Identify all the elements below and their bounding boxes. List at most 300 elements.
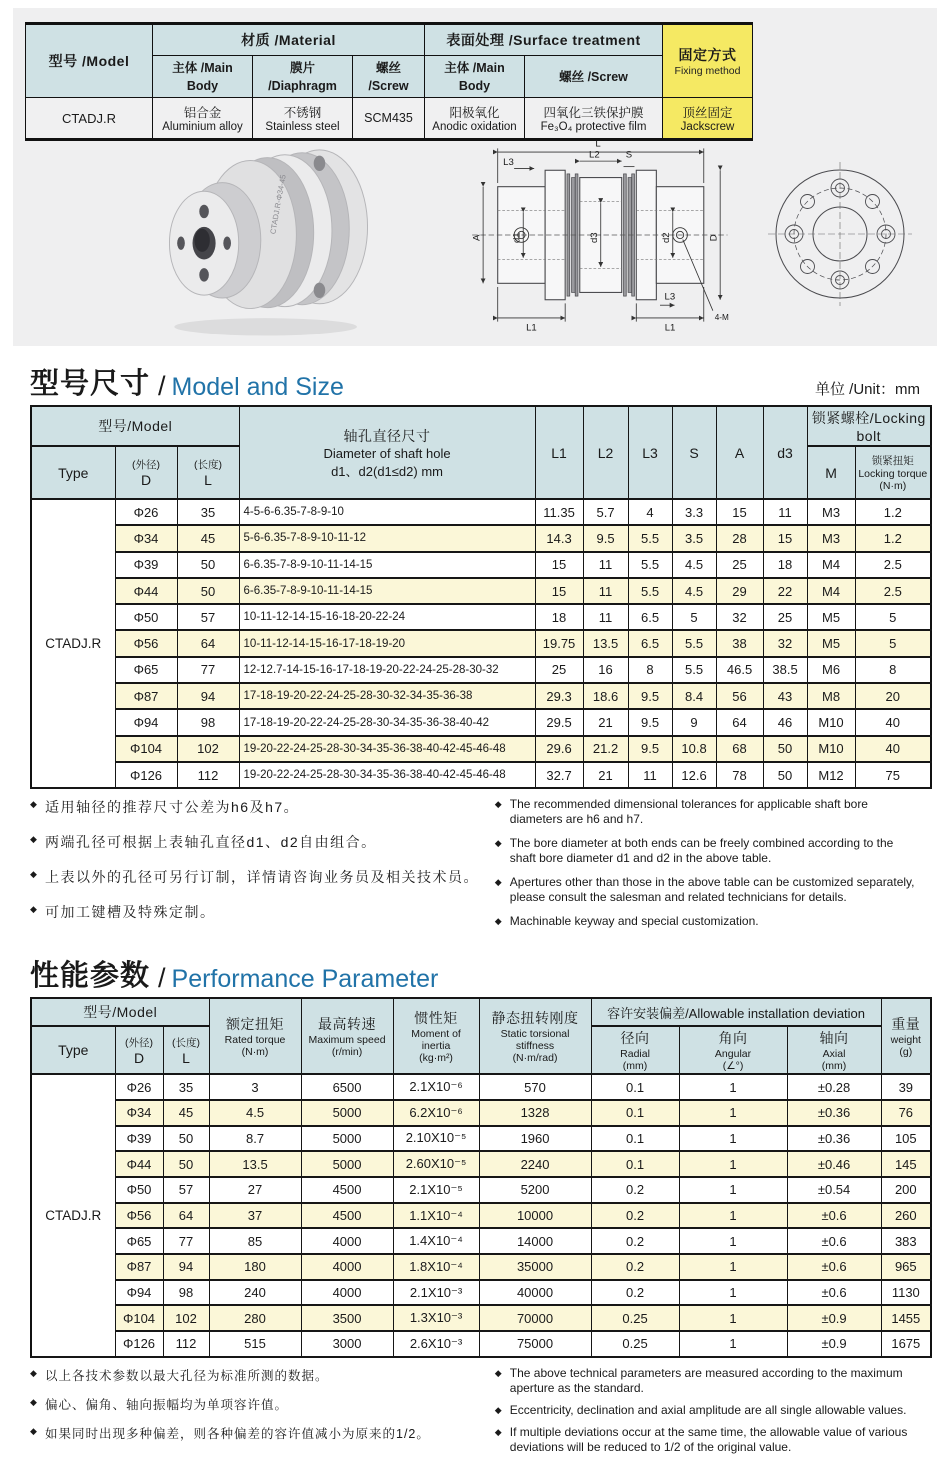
t1-header-S: S	[672, 406, 716, 499]
cell: M4	[807, 552, 855, 578]
cell: 5000	[301, 1126, 393, 1152]
svg-text:L3: L3	[664, 291, 676, 303]
cell: 5	[855, 604, 931, 630]
note-item: ◆ The recommended dimensional tolerances for applicable shaft bore diameters are h6 and h7.	[495, 797, 920, 827]
cell: 4000	[301, 1228, 393, 1254]
cell: 2.60X10⁻⁵	[393, 1151, 479, 1177]
cell: 50	[163, 1126, 209, 1152]
cell: Φ44	[115, 578, 177, 604]
svg-text:L1: L1	[664, 322, 676, 334]
svg-text:L3: L3	[503, 156, 514, 168]
cell: 1	[679, 1177, 787, 1203]
svg-text:4-M: 4-M	[714, 312, 729, 322]
table-row	[31, 604, 931, 630]
cell: 29.6	[535, 736, 583, 762]
cell: 10000	[479, 1203, 591, 1229]
cell: 6.5	[628, 604, 672, 630]
cell: Φ56	[115, 1203, 163, 1229]
table-row	[31, 1331, 931, 1357]
cell: 94	[177, 683, 239, 709]
model-size-notes	[30, 797, 920, 938]
cell: 0.2	[591, 1177, 679, 1203]
cell: ±0.46	[787, 1151, 881, 1177]
cell: 260	[881, 1203, 931, 1229]
cell: 1	[679, 1228, 787, 1254]
cell: 27	[209, 1177, 301, 1203]
cell: Φ34	[115, 1100, 163, 1126]
cell: 22	[763, 578, 807, 604]
svg-text:S: S	[625, 149, 633, 161]
cell: Φ87	[115, 1254, 163, 1280]
cell: 10-11-12-14-15-16-18-20-22-24	[239, 604, 535, 630]
t1-header-length: (长度) L	[177, 446, 239, 499]
cell: 112	[163, 1331, 209, 1357]
cell: ±0.6	[787, 1280, 881, 1306]
cell: 50	[163, 1151, 209, 1177]
spec-model-value: CTADJ.R	[26, 98, 153, 140]
cell: 9.5	[583, 525, 628, 551]
cell: 12-12.7-14-15-16-17-18-19-20-22-24-25-28-30-32	[239, 657, 535, 683]
cell: 5.5	[628, 552, 672, 578]
t2-header-deviation-group: 容许安装偏差/Allowable installation deviation	[591, 998, 881, 1026]
svg-text:d2: d2	[661, 232, 673, 244]
table-row	[31, 578, 931, 604]
cell: 15	[763, 525, 807, 551]
cell: 46	[763, 709, 807, 735]
cell: 40	[855, 709, 931, 735]
t2-header-angular: 角向 Angular (∠°)	[679, 1026, 787, 1074]
cell: 68	[716, 736, 763, 762]
spec-header-fixing: 固定方式 Fixing method	[663, 24, 753, 98]
section-performance-heading	[30, 950, 920, 994]
cell: 14.3	[535, 525, 583, 551]
t1-header-bore: 轴孔直径尺寸 Diameter of shaft hole d1、d2(d1≤d2) mm	[239, 406, 535, 499]
t1-header-locking-torque: 锁紧扭矩 Locking torque (N·m)	[855, 446, 931, 499]
front-view-drawing	[765, 154, 915, 314]
spec-fixing-method: 顶丝固定 Jackscrew	[663, 98, 753, 140]
cell: 0.1	[591, 1100, 679, 1126]
cell: 21	[583, 762, 628, 788]
cell: 4.5	[672, 552, 716, 578]
cell: 32	[763, 630, 807, 656]
spec-header-surface: 表面处理 /Surface treatment	[425, 24, 663, 56]
cell: Φ94	[115, 1280, 163, 1306]
cell: 8	[855, 657, 931, 683]
cell: 1	[679, 1100, 787, 1126]
table-row	[31, 1151, 931, 1177]
section-model-size-heading	[30, 358, 920, 402]
cell: Φ87	[115, 683, 177, 709]
section2-title-zh: 性能参数	[30, 960, 151, 993]
spec-diaphragm-material: 不锈钢 Stainless steel	[253, 98, 353, 140]
spec-header-screw: 螺丝 /Screw	[353, 56, 425, 98]
note-item: ◆ 适用轴径的推荐尺寸公差为h6及h7。	[30, 797, 495, 817]
cell: 2.1X10⁻⁵	[393, 1177, 479, 1203]
cell: 240	[209, 1280, 301, 1306]
cell: 11	[628, 762, 672, 788]
cell: 1.2	[855, 525, 931, 551]
cell: 39	[881, 1074, 931, 1100]
cell: 3500	[301, 1305, 393, 1331]
note-item: ◆ 如果同时出现多种偏差，则各种偏差的容许值减小为原来的1/2。	[30, 1424, 495, 1442]
cell: 0.2	[591, 1203, 679, 1229]
row-group-type-label: CTADJ.R	[31, 499, 115, 788]
cell: 112	[177, 762, 239, 788]
performance-notes	[30, 1366, 920, 1462]
cell: M5	[807, 604, 855, 630]
t2-header-type: Type	[31, 1026, 115, 1074]
svg-text:d1: d1	[511, 232, 523, 244]
cell: M6	[807, 657, 855, 683]
unit-label: 单位 /Unit：mm	[814, 381, 920, 398]
note-item: ◆ Apertures other than those in the above table can be customized separately, please consult the salesman and related technicians for details.	[495, 875, 920, 905]
svg-text:L2: L2	[589, 149, 600, 161]
table-row	[31, 1280, 931, 1306]
cell: 0.1	[591, 1126, 679, 1152]
cell: 1	[679, 1254, 787, 1280]
cell: 19-20-22-24-25-28-30-34-35-36-38-40-42-45-46-48	[239, 736, 535, 762]
cell: ±0.36	[787, 1100, 881, 1126]
cell: 0.25	[591, 1305, 679, 1331]
cell: 6500	[301, 1074, 393, 1100]
cell: 2.6X10⁻³	[393, 1331, 479, 1357]
cell: 16	[583, 657, 628, 683]
cell: 2.1X10⁻⁶	[393, 1074, 479, 1100]
t2-header-radial: 径向 Radial (mm)	[591, 1026, 679, 1074]
cell: Φ104	[115, 736, 177, 762]
cell: 102	[177, 736, 239, 762]
cell: 40	[855, 736, 931, 762]
cell: M10	[807, 709, 855, 735]
table-row	[31, 1100, 931, 1126]
cell: 102	[163, 1305, 209, 1331]
cell: Φ39	[115, 552, 177, 578]
t2-header-outer-diameter: (外径) D	[115, 1026, 163, 1074]
cell: 0.2	[591, 1228, 679, 1254]
table-row	[31, 1177, 931, 1203]
cell: 4.5	[209, 1100, 301, 1126]
t1-header-d3: d3	[763, 406, 807, 499]
cell: 11.35	[535, 499, 583, 525]
cell: 1	[679, 1203, 787, 1229]
t2-header-weight: 重量 weight (g)	[881, 998, 931, 1074]
cell: M12	[807, 762, 855, 788]
cell: 280	[209, 1305, 301, 1331]
notes2-zh-list	[30, 1366, 495, 1462]
cell: 98	[163, 1280, 209, 1306]
cell: 3000	[301, 1331, 393, 1357]
cell: 20	[855, 683, 931, 709]
cell: 0.1	[591, 1074, 679, 1100]
table-row	[31, 499, 931, 525]
cell: 1	[679, 1074, 787, 1100]
table-row	[31, 683, 931, 709]
cell: 6-6.35-7-8-9-10-11-14-15	[239, 578, 535, 604]
cell: 0.2	[591, 1254, 679, 1280]
cell: Φ26	[115, 499, 177, 525]
cell: ±0.9	[787, 1331, 881, 1357]
cell: 4500	[301, 1203, 393, 1229]
t2-header-axial: 轴向 Axial (mm)	[787, 1026, 881, 1074]
note-item: ◆ If multiple deviations occur at the same time, the allowable value of various deviations will be reduced to 1/2 of the original value.	[495, 1425, 920, 1455]
cell: ±0.6	[787, 1254, 881, 1280]
cell: 5.7	[583, 499, 628, 525]
t1-header-L1: L1	[535, 406, 583, 499]
cell: 1	[679, 1126, 787, 1152]
cell: 9.5	[628, 736, 672, 762]
t2-header-inertia: 惯性矩 Moment of inertia (kg·m²)	[393, 998, 479, 1074]
cell: 105	[881, 1126, 931, 1152]
t1-header-locking-bolt-group: 锁紧螺栓/Locking bolt	[807, 406, 931, 446]
cell: M3	[807, 525, 855, 551]
cell: 5	[855, 630, 931, 656]
cell: 1	[679, 1331, 787, 1357]
cell: 94	[163, 1254, 209, 1280]
section2-title-en: Performance Parameter	[171, 965, 439, 994]
t1-header-model-group: 型号/Model	[31, 406, 239, 446]
cell: 4500	[301, 1177, 393, 1203]
cell: 19-20-22-24-25-28-30-34-35-36-38-40-42-45-46-48	[239, 762, 535, 788]
t1-header-type: Type	[31, 446, 115, 499]
cell: 32	[716, 604, 763, 630]
cell: 29	[716, 578, 763, 604]
spec-surface-screw: 四氧化三铁保护膜 Fe₃O₄ protective film	[525, 98, 663, 140]
cell: 180	[209, 1254, 301, 1280]
cell: 25	[763, 604, 807, 630]
cell: 57	[163, 1177, 209, 1203]
cell: 77	[163, 1228, 209, 1254]
cell: 3	[209, 1074, 301, 1100]
cell: Φ56	[115, 630, 177, 656]
table-row	[31, 525, 931, 551]
table-row	[31, 709, 931, 735]
cell: 965	[881, 1254, 931, 1280]
cell: Φ126	[115, 1331, 163, 1357]
cell: Φ26	[115, 1074, 163, 1100]
cell: 10-11-12-14-15-16-17-18-19-20	[239, 630, 535, 656]
cell: 64	[177, 630, 239, 656]
cell: 5000	[301, 1100, 393, 1126]
note-item: ◆ Machinable keyway and special customization.	[495, 914, 920, 929]
cell: 8.4	[672, 683, 716, 709]
cell: 50	[177, 552, 239, 578]
t1-header-L2: L2	[583, 406, 628, 499]
cell: 383	[881, 1228, 931, 1254]
cell: 6.5	[628, 630, 672, 656]
cell: 9.5	[628, 683, 672, 709]
note-item: ◆ Eccentricity, declination and axial amplitude are all single allowable values.	[495, 1403, 920, 1418]
cell: 43	[763, 683, 807, 709]
cell: 50	[177, 578, 239, 604]
cell: Φ126	[115, 762, 177, 788]
cell: 17-18-19-20-22-24-25-28-30-32-34-35-36-38	[239, 683, 535, 709]
note-item: ◆ 以上各技术参数以最大孔径为标准所测的数据。	[30, 1366, 495, 1384]
cell: M8	[807, 683, 855, 709]
cell: 2.10X10⁻⁵	[393, 1126, 479, 1152]
cell: Φ65	[115, 1228, 163, 1254]
cell: 50	[763, 762, 807, 788]
cell: 8.7	[209, 1126, 301, 1152]
cell: 5-6-6.35-7-8-9-10-11-12	[239, 525, 535, 551]
row-group-type-label: CTADJ.R	[31, 1074, 115, 1357]
cell: 4.5	[672, 578, 716, 604]
cell: 46.5	[716, 657, 763, 683]
note-item: ◆ 偏心、偏角、轴向振幅均为单项容许值。	[30, 1395, 495, 1413]
cell: 14000	[479, 1228, 591, 1254]
cell: 25	[535, 657, 583, 683]
table-row	[31, 762, 931, 788]
section1-title-en: Model and Size	[171, 373, 344, 401]
cell: 15	[535, 552, 583, 578]
cell: 45	[177, 525, 239, 551]
cell: 3.5	[672, 525, 716, 551]
cell: 5.5	[628, 578, 672, 604]
cell: 11	[763, 499, 807, 525]
cell: Φ34	[115, 525, 177, 551]
cell: 35	[163, 1074, 209, 1100]
spec-header-surface-screw: 螺丝 /Screw	[525, 56, 663, 98]
cell: ±0.54	[787, 1177, 881, 1203]
cell: 12.6	[672, 762, 716, 788]
cell: 4	[628, 499, 672, 525]
cell: 6.2X10⁻⁶	[393, 1100, 479, 1126]
cell: M5	[807, 630, 855, 656]
cell: 4-5-6-6.35-7-8-9-10	[239, 499, 535, 525]
product-images	[13, 126, 937, 344]
t2-header-rated-torque: 额定扭矩 Rated torque (N·m)	[209, 998, 301, 1074]
cell: 45	[163, 1100, 209, 1126]
cell: 5.5	[672, 657, 716, 683]
note-item: ◆ The above technical parameters are measured according to the maximum aperture as the standard.	[495, 1366, 920, 1396]
cell: 25	[716, 552, 763, 578]
cell: 1.2	[855, 499, 931, 525]
svg-text:d3: d3	[589, 232, 601, 244]
cell: 2.1X10⁻³	[393, 1280, 479, 1306]
cell: M4	[807, 578, 855, 604]
cell: 570	[479, 1074, 591, 1100]
cell: 1455	[881, 1305, 931, 1331]
spec-screw-material: SCM435	[353, 98, 425, 140]
spec-header-main-body: 主体 /Main Body	[153, 56, 253, 98]
cell: 1960	[479, 1126, 591, 1152]
t1-header-A: A	[716, 406, 763, 499]
table-row	[31, 1126, 931, 1152]
cell: 29.3	[535, 683, 583, 709]
spec-header-diaphragm: 膜片 /Diaphragm	[253, 56, 353, 98]
cell: 5200	[479, 1177, 591, 1203]
cell: 40000	[479, 1280, 591, 1306]
t2-header-max-speed: 最高转速 Maximum speed (r/min)	[301, 998, 393, 1074]
cell: 35000	[479, 1254, 591, 1280]
cell: 1130	[881, 1280, 931, 1306]
cell: 50	[763, 736, 807, 762]
photo-model-label: CTADJ.R-Φ34-45	[268, 173, 288, 235]
cell: 5000	[301, 1151, 393, 1177]
cell: 2.5	[855, 578, 931, 604]
spec-header-material: 材质 /Material	[153, 24, 425, 56]
cell: ±0.36	[787, 1126, 881, 1152]
cell: 38.5	[763, 657, 807, 683]
spec-header-surface-main-body: 主体 /Main Body	[425, 56, 525, 98]
cell: 21.2	[583, 736, 628, 762]
cell: 37	[209, 1203, 301, 1229]
cell: 29.5	[535, 709, 583, 735]
cell: 11	[583, 604, 628, 630]
cell: 18.6	[583, 683, 628, 709]
cell: 1.4X10⁻⁴	[393, 1228, 479, 1254]
cell: 0.2	[591, 1280, 679, 1306]
cell: 64	[716, 709, 763, 735]
t2-header-length: (长度) L	[163, 1026, 209, 1074]
cell: 1675	[881, 1331, 931, 1357]
notes-en-list	[495, 797, 920, 938]
cell: 35	[177, 499, 239, 525]
cell: 2240	[479, 1151, 591, 1177]
cell: 1328	[479, 1100, 591, 1126]
cell: 98	[177, 709, 239, 735]
table-row	[31, 1228, 931, 1254]
cell: 78	[716, 762, 763, 788]
cell: 9	[672, 709, 716, 735]
cell: Φ50	[115, 1177, 163, 1203]
cell: 0.25	[591, 1331, 679, 1357]
svg-text:L: L	[595, 138, 601, 150]
cell: 515	[209, 1331, 301, 1357]
cell: Φ44	[115, 1151, 163, 1177]
table-row	[31, 1074, 931, 1100]
cell: 5	[672, 604, 716, 630]
cell: 145	[881, 1151, 931, 1177]
cell: 75000	[479, 1331, 591, 1357]
section1-separator: /	[158, 371, 166, 401]
t1-header-outer-diameter: (外径) D	[115, 446, 177, 499]
cell: 200	[881, 1177, 931, 1203]
table-row	[31, 1254, 931, 1280]
table-row	[31, 657, 931, 683]
table-row	[31, 630, 931, 656]
svg-text:L1: L1	[526, 322, 537, 334]
cell: Φ39	[115, 1126, 163, 1152]
cell: 21	[583, 709, 628, 735]
cell: 19.75	[535, 630, 583, 656]
svg-text:D: D	[708, 234, 720, 242]
cell: ±0.9	[787, 1305, 881, 1331]
product-photo	[131, 126, 381, 344]
table-row	[31, 1305, 931, 1331]
cell: 1	[679, 1151, 787, 1177]
cell: Φ104	[115, 1305, 163, 1331]
cell: 56	[716, 683, 763, 709]
cell: M3	[807, 499, 855, 525]
performance-table	[30, 997, 932, 1358]
cell: ±0.6	[787, 1228, 881, 1254]
t2-header-stiffness: 静态扭转刚度 Static torsional stiffness (N·m/rad)	[479, 998, 591, 1074]
cell: 10.8	[672, 736, 716, 762]
cell: 11	[583, 552, 628, 578]
cell: 57	[177, 604, 239, 630]
cell: 18	[535, 604, 583, 630]
cell: 75	[855, 762, 931, 788]
cell: 70000	[479, 1305, 591, 1331]
cell: 13.5	[583, 630, 628, 656]
svg-text:A: A	[471, 234, 483, 241]
table-row	[31, 552, 931, 578]
cell: M10	[807, 736, 855, 762]
note-item: ◆ 两端孔径可根据上表轴孔直径d1、d2自由组合。	[30, 832, 495, 852]
dimension-drawing	[443, 128, 753, 342]
cell: 9.5	[628, 709, 672, 735]
cell: 15	[535, 578, 583, 604]
